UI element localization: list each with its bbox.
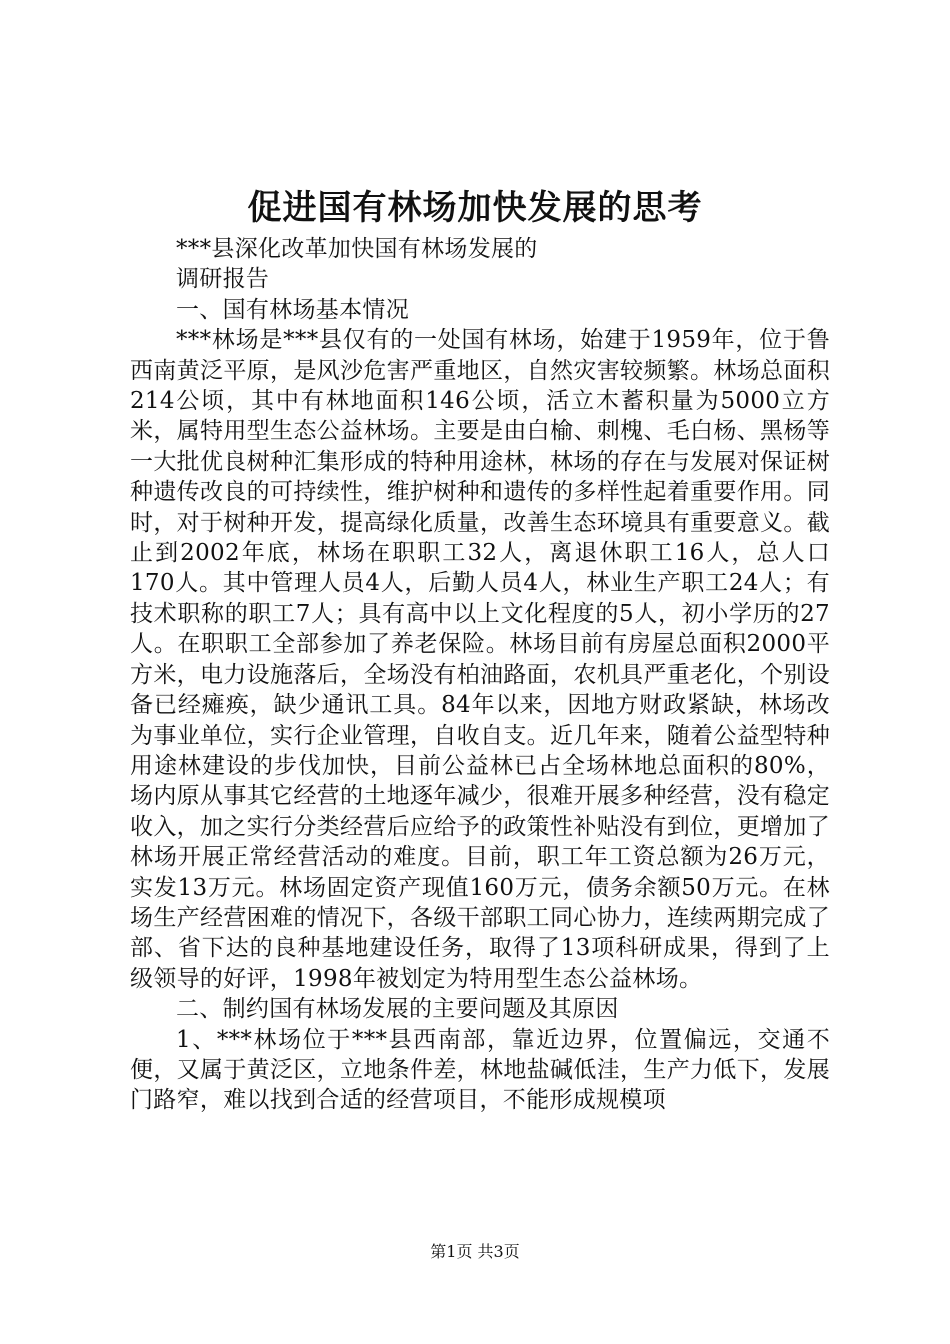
body-paragraph: 1、***林场位于***县西南部，靠近边界，位置偏远，交通不便，又属于黄泛区，立地条件差，林地盐碱低洼，生产力低下，发展门路窄，难以找到合适的经营项目，不能形成规模项: [130, 1026, 830, 1114]
page-footer: 第1页 共3页: [430, 1242, 520, 1261]
body-paragraph: ***林场是***县仅有的一处国有林场，始建于1959年，位于鲁西南黄泛平原，是风沙危害严重地区，自然灾害较频繁。林场总面积214公顷，其中有林地面积146公顷，活立木蓄积量为5000立方米，属特用型生态公益林场。主要是由白榆、刺槐、毛白杨、黑杨等一大批优良树种汇集形成的特种用途林，林场的存在与发展对保证树种遗传改良的可持续性，维护树种和遗传的多样性起着重要作用。同时，对于树种开发，提高绿化质量，改善生态环境具有重要意义。截止到2002年底，林场在职职工32人，离退休职工16人，总人口170人。其中管理人员4人，后勤人员4人，林业生产职工24人；有技术职称的职工7人；具有高中以上文化程度的5人，初小学历的27人。在职职工全部参加了养老保险。林场目前有房屋总面积2000平方米，电力设施落后，全场没有柏油路面，农机具严重老化，个别设备已经瘫痪，缺少通讯工具。84年以来，因地方财政紧缺，林场改为事业单位，实行企业管理，自收自支。近几年来，随着公益型特种用途林建设的步伐加快，目前公益林已占全场林地总面积的80%，场内原从事其它经营的土地逐年减少，很难开展多种经营，没有稳定收入，加之实行分类经营后应给予的政策性补贴没有到位，更增加了林场开展正常经营活动的难度。目前，职工年工资总额为26万元，实发13万元。林场固定资产现值160万元，债务余额50万元。在林场生产经营困难的情况下，各级干部职工同心协力，连续两期完成了部、省下达的良种基地建设任务，取得了13项科研成果，得到了上级领导的好评，1998年被划定为特用型生态公益林场。: [130, 327, 830, 992]
section-heading-1: 一、国有林场基本情况: [176, 296, 409, 323]
document-title: 促进国有林场加快发展的思考: [247, 188, 703, 228]
document-body: [130, 234, 830, 1116]
subtitle-line-2: 调研报告: [176, 266, 270, 293]
section-heading-2: 二、制约国有林场发展的主要问题及其原因: [176, 996, 619, 1023]
subtitle-line-1: ***县深化改革加快国有林场发展的: [176, 236, 538, 262]
